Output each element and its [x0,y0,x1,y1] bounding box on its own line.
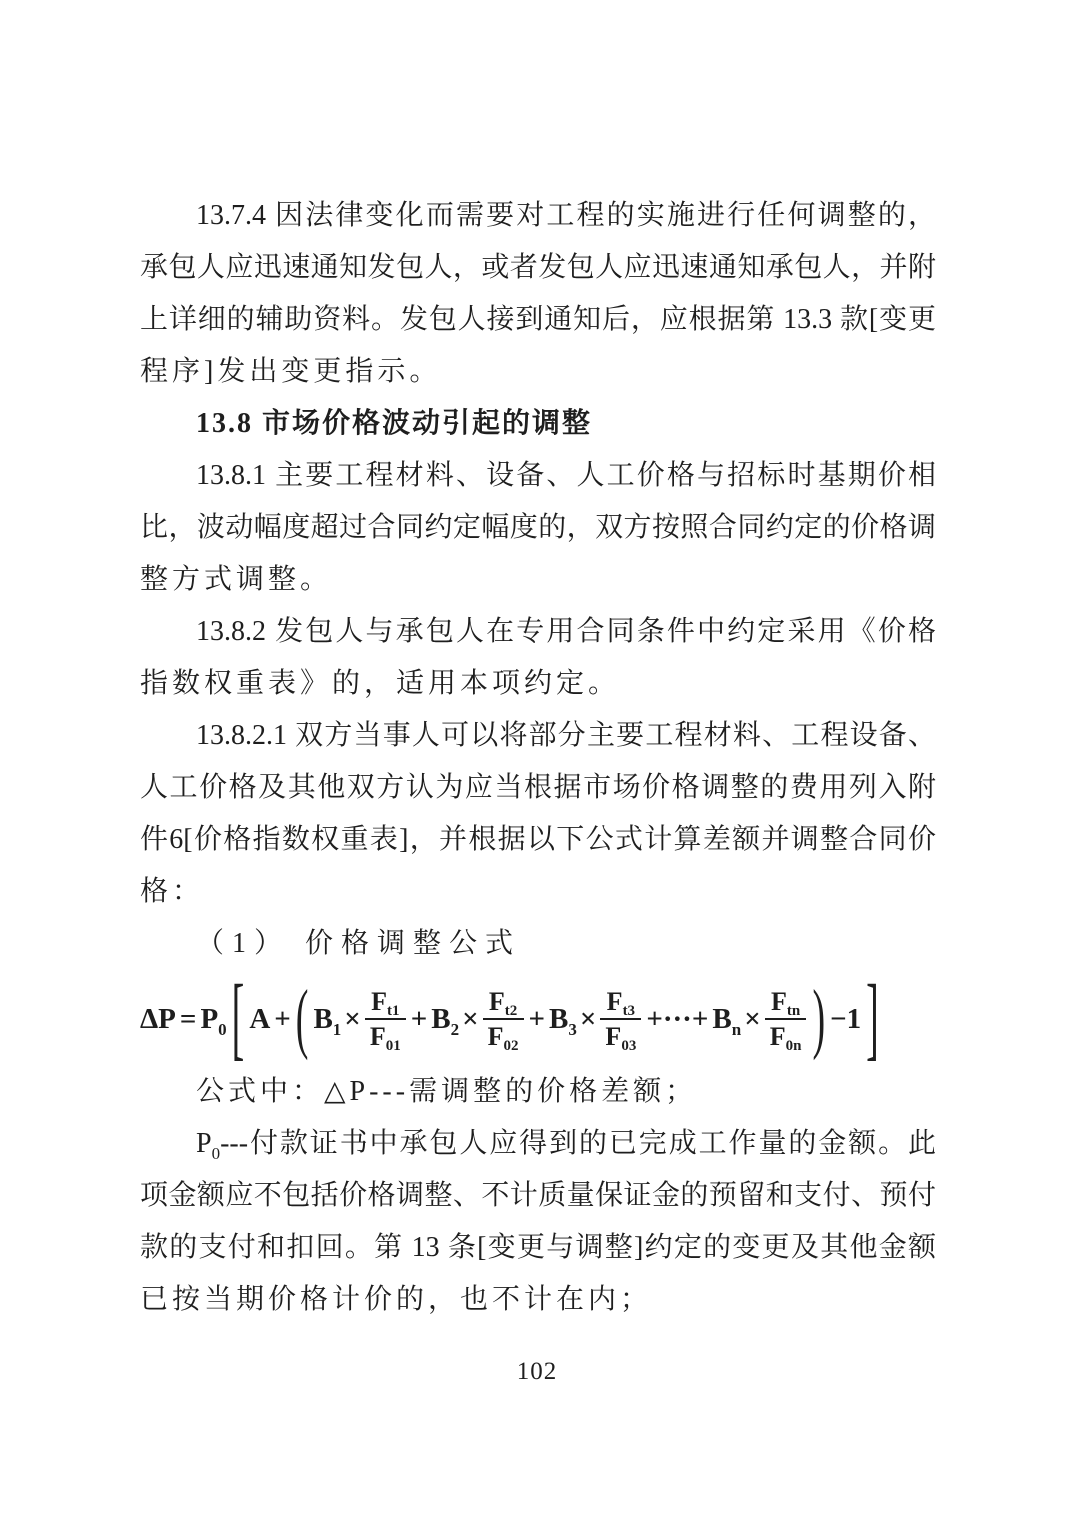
text-line: 项金额应不包括价格调整、不计质量保证金的预留和支付、预付 [140,1180,936,1211]
paragraph-13-8-2-1 [140,710,936,918]
fraction-n [765,985,807,1053]
page-number: 102 [516,1358,558,1385]
formula-plus: + [274,1002,291,1035]
close-paren: ) [812,975,826,1063]
text-line: 13.8.2.1 双方当事人可以将部分主要工程材料、工程设备、 [196,720,936,751]
paragraph-13-7-4 [140,190,936,398]
formula-row [140,967,880,1071]
close-bracket: ] [866,967,879,1071]
plus-sign: + [410,1002,428,1035]
formula-equals: = [179,1002,197,1035]
open-bracket: [ [231,967,245,1071]
legend-p0-text: ---付款证书中承包人应得到的已完成工作量的金额。此 [220,1128,936,1159]
formula-term-2 [431,985,524,1053]
text-line: 13.7.4 因法律变化而需要对工程的实施进行任何调整的， [196,200,936,231]
numerator: $F_{t1}$ [371,987,400,1019]
formula-p0-base: P [200,1002,219,1035]
formula-term-3 [549,985,642,1053]
legend-p0-line [140,1118,936,1170]
text-line: 程序]发出变更指示。 [140,356,442,387]
formula-p0 [200,1002,227,1039]
text-line: 人工价格及其他双方认为应当根据市场价格调整的费用列入附 [140,772,936,803]
times-sign: × [579,1002,597,1035]
coefficient-b3: $B_3$ [549,1002,577,1039]
text-line: 格： [140,876,205,907]
numerator: $F_{tn}$ [770,987,801,1019]
formula-p0-sub: 0 [218,1019,227,1039]
coefficient-b2: $B_2$ [431,1002,460,1039]
text-line: 款的支付和扣回。第 13 条[变更与调整]约定的变更及其他金额 [140,1232,936,1263]
text-line: 13.8.1 主要工程材料、设备、人工价格与招标时基期价相 [196,460,936,491]
page-content [140,190,936,1326]
text-line: 上详细的辅助资料。发包人接到通知后，应根据第 13.3 款[变更 [140,304,936,335]
text-line: 13.8.2 发包人与承包人在专用合同条件中约定采用《价格 [196,616,936,647]
denominator: $F_{02}$ [483,1018,524,1053]
fraction-1 [365,985,406,1053]
formula-a: A [249,1002,271,1035]
list-item-1-label: （1） 价格调整公式 [196,928,522,959]
formula-legend [140,1066,936,1326]
price-adjustment-formula [140,967,936,1071]
times-sign: × [744,1002,761,1035]
denominator: $F_{03}$ [600,1018,641,1053]
denominator: $F_{0n}$ [765,1018,807,1053]
times-sign: × [462,1002,479,1035]
formula-minus-one: −1 [830,1002,862,1035]
denominator: $F_{01}$ [365,1018,406,1053]
formula-term-n [712,985,807,1053]
coefficient-b1: $B_1$ [313,1002,342,1039]
text-line: 件6[价格指数权重表]，并根据以下公式计算差额并调整合同价 [140,824,936,855]
text-line: 指数权重表》的，适用本项约定。 [140,668,621,699]
fraction-2 [483,985,524,1053]
legend-p0-base: P [196,1128,212,1159]
numerator: $F_{t2}$ [488,987,518,1019]
numerator: $F_{t3}$ [606,987,636,1019]
text-line: 整方式调整。 [140,564,333,595]
plus-sign: + [528,1002,546,1035]
paragraph-13-8-2 [140,606,936,710]
legend-delta-p-line: 公式中：△P---需调整的价格差额； [196,1076,698,1107]
text-line: 比，波动幅度超过合同约定幅度的，双方按照合同约定的价格调 [140,512,936,543]
plus-ellipsis-plus: +···+ [646,1002,709,1035]
formula-delta-p: ΔP [140,1002,176,1035]
fraction-3 [600,985,641,1053]
formula-term-1 [313,985,406,1053]
paragraph-13-8-1 [140,450,936,606]
coefficient-bn: $B_n$ [712,1002,742,1039]
times-sign: × [344,1002,361,1035]
text-line: 已按当期价格计价的，也不计在内； [140,1284,653,1315]
text-line: 承包人应迅速通知发包人，或者发包人应迅速通知承包人，并附 [140,252,936,283]
heading-13-8: 13.8 市场价格波动引起的调整 [196,408,593,439]
legend-p0-sub: 0 [211,1144,221,1163]
open-paren: ( [295,975,309,1063]
